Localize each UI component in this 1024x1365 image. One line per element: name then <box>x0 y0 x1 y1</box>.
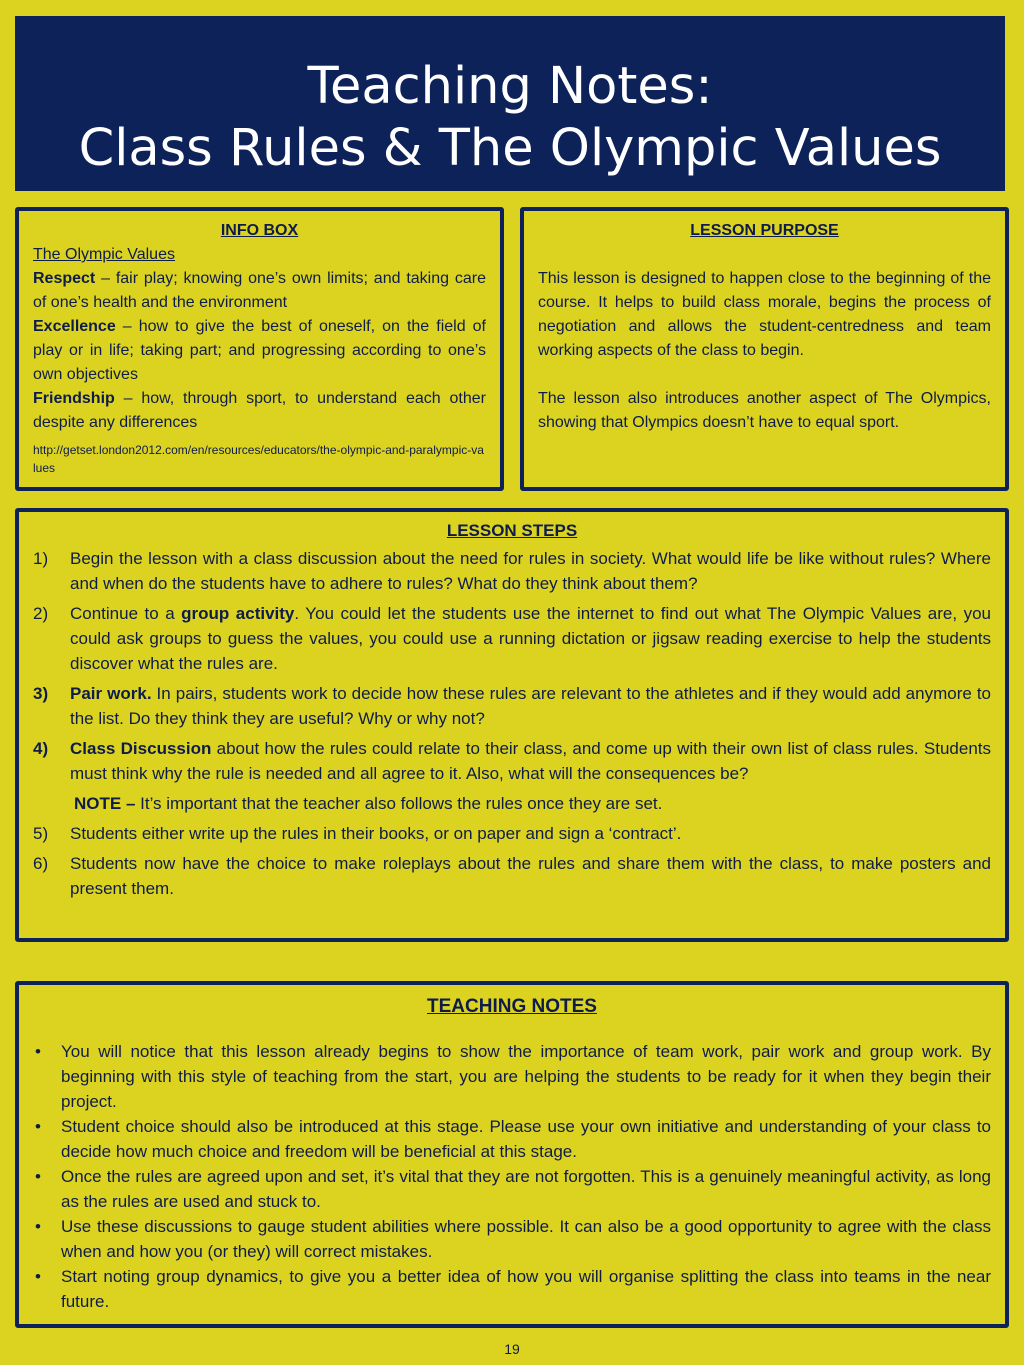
note-text: It’s important that the teacher also follows the rules once they are set. <box>135 794 663 813</box>
step-number: 6) <box>33 854 49 873</box>
bullet-icon: • <box>35 1217 41 1236</box>
note-item-text: Start noting group dynamics, to give you a better idea of how you will organise splitting the class into teams in the near future. <box>61 1267 991 1311</box>
lesson-steps-box <box>15 508 1009 942</box>
step-number: 3) <box>33 684 49 703</box>
resource-link[interactable]: http://getset.london2012.com/en/resources/educators/the-olympic-and-paralympic-values <box>33 443 484 475</box>
lesson-steps-heading: LESSON STEPS <box>446 521 578 540</box>
lesson-steps-list-continued <box>33 821 991 901</box>
step-text: In pairs, students work to decide how these rules are relevant to the athletes and if they would add anymore to the list. Do they think they are useful? Why or why not? <box>70 684 991 728</box>
step-number: 5) <box>33 824 49 843</box>
value-respect <box>33 267 486 315</box>
value-name: Respect <box>33 270 96 287</box>
step-number: 2) <box>33 604 49 623</box>
step-lead: Class Discussion <box>70 739 212 758</box>
list-item <box>33 601 991 676</box>
note-item-text: Student choice should also be introduced at this stage. Please use your own initiative and understanding of your class to decide how much choice and freedom will be beneficial at this stage. <box>61 1117 991 1161</box>
list-item <box>33 1039 991 1114</box>
page-title-line-1: Teaching Notes: <box>307 57 713 116</box>
bullet-icon: • <box>35 1267 41 1286</box>
info-box-heading: INFO BOX <box>220 222 299 239</box>
list-item <box>33 1114 991 1164</box>
value-description: – how, through sport, to understand each other despite any differences <box>33 390 486 431</box>
note-item-text: Once the rules are agreed upon and set, it’s vital that they are not forgotten. This is a genuinely meaningful activity, as long as the rules are used and stuck to. <box>61 1167 991 1211</box>
page-title-line-2: Class Rules & The Olympic Values <box>78 119 942 178</box>
lesson-purpose-heading: LESSON PURPOSE <box>690 222 839 239</box>
step-text: Begin the lesson with a class discussion about the need for rules in society. What would life be like without rules? Where and when do the students have to adhere to rules? What do they think about them? <box>70 549 991 593</box>
value-description: – fair play; knowing one’s own limits; and taking care of one’s health and the environment <box>33 270 486 311</box>
bullet-icon: • <box>35 1042 41 1061</box>
info-box <box>15 207 504 491</box>
value-name: Friendship <box>33 390 115 407</box>
list-item <box>33 1264 991 1314</box>
lesson-purpose-paragraph-2: The lesson also introduces another aspect of The Olympics, showing that Olympics doesn’t have to equal sport. <box>538 390 991 431</box>
title-banner <box>15 16 1005 191</box>
lesson-steps-list <box>33 546 991 786</box>
bullet-icon: • <box>35 1167 41 1186</box>
teaching-notes-box <box>15 981 1009 1328</box>
step-number: 1) <box>33 549 49 568</box>
teaching-notes-list <box>33 1039 991 1314</box>
page-number: 19 <box>504 1341 520 1357</box>
value-name: Excellence <box>33 318 116 335</box>
step-text: . You could let the students use the internet to find out what The Olympic Values are, you could ask groups to guess the values, you could use a running dictation or jigsaw reading exercise to help the students discover what the rules are. <box>70 604 991 673</box>
step-bold: group activity <box>181 604 295 623</box>
value-excellence <box>33 315 486 387</box>
step-text-pre: Continue to a <box>70 604 182 623</box>
step-lead: Pair work. <box>70 684 152 703</box>
olympic-values-subheading: The Olympic Values <box>33 246 175 263</box>
note-item-text: Use these discussions to gauge student abilities where possible. It can also be a good opportunity to agree with the class when and how you (or they) will correct mistakes. <box>61 1217 991 1261</box>
step-text: about how the rules could relate to their class, and come up with their own list of class rules. Students must think why the rule is needed and all agree to it. Also, what will the consequences be? <box>70 739 992 783</box>
lesson-purpose-box <box>520 207 1009 491</box>
step-number: 4) <box>33 739 49 758</box>
value-friendship <box>33 387 486 435</box>
note-item-text: You will notice that this lesson already begins to show the importance of team work, pair work and group work. By beginning with this style of teaching from the start, you are helping the students to be ready for it when they begin their project. <box>61 1042 991 1111</box>
list-item <box>33 736 991 786</box>
teacher-note <box>33 791 991 816</box>
teaching-notes-heading: TEACHING NOTES <box>427 996 597 1017</box>
lesson-purpose-paragraph-1: This lesson is designed to happen close to the beginning of the course. It helps to build class morale, begins the process of negotiation and allows the student-centredness and team working aspects of the class to begin. <box>538 270 991 359</box>
list-item <box>33 546 991 596</box>
list-item <box>33 821 991 846</box>
list-item <box>33 1214 991 1264</box>
list-item <box>33 681 991 731</box>
bullet-icon: • <box>35 1117 41 1136</box>
step-text: Students either write up the rules in their books, or on paper and sign a ‘contract’. <box>70 824 682 843</box>
list-item <box>33 1164 991 1214</box>
step-text: Students now have the choice to make roleplays about the rules and share them with the class, to make posters and present them. <box>70 854 991 898</box>
list-item <box>33 851 991 901</box>
note-label: NOTE – <box>74 794 136 813</box>
value-description: – how to give the best of oneself, on the field of play or in life; taking part; and progressing according to one’s own objectives <box>33 318 486 383</box>
